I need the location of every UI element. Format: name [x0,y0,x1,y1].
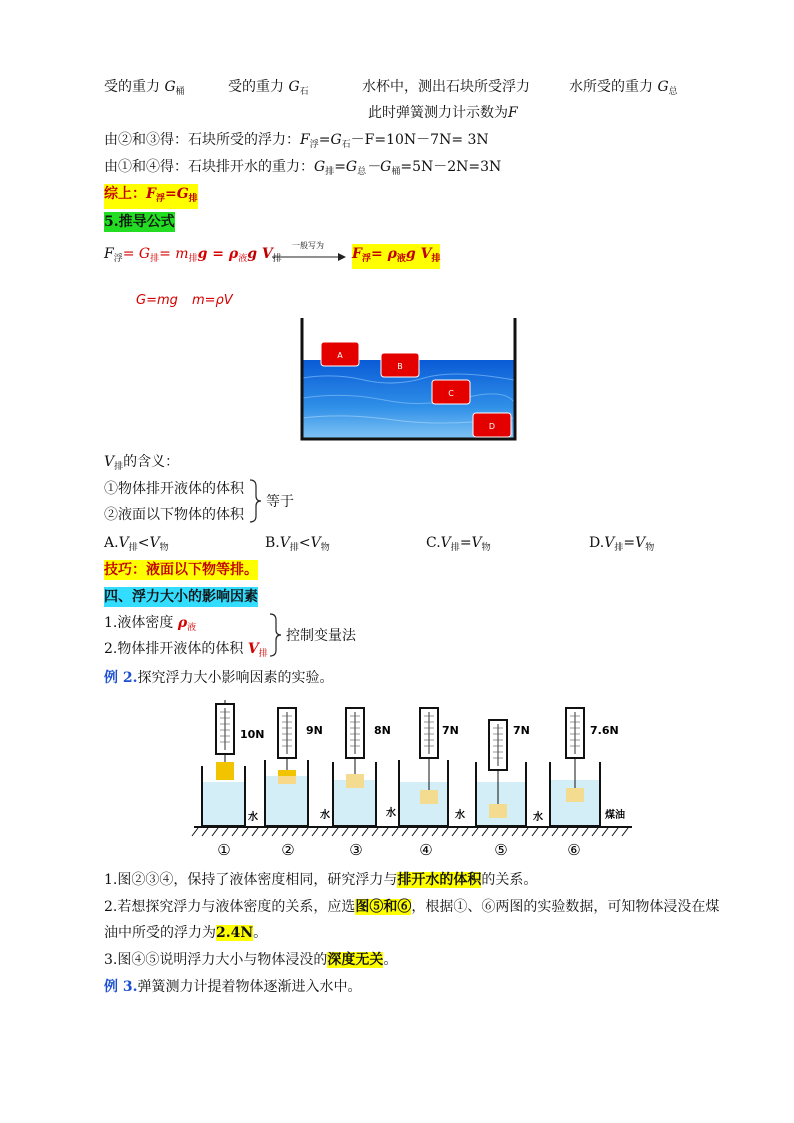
top-row-col3: 水杯中，测出石块所受浮力 [362,79,530,95]
water-tank-illustration [294,318,522,442]
section-5-heading: 5.推导公式 [104,214,175,230]
liquid-label-4: 水 [455,810,465,821]
equation-buoyancy: 由②和③得：石块所受的浮力：$F_浮=G_石-F=10N-7N= 3N$ [104,132,489,150]
reading-5: 7N [513,724,530,737]
option-d: $D.V_排=V_物$ [589,535,655,553]
brace-icon [248,478,262,524]
block-b-label: B [397,362,403,371]
top-row-col3-line2: 此时弹簧测力计示数为F [368,105,518,121]
liquid-label-1: 水 [248,812,258,823]
top-row-col1: 受的重力 $G_桶$ [104,79,185,97]
list1-item2: ②液面以下物体的体积 [104,507,244,523]
block-a-label: A [337,351,343,360]
top-row-col4: 水所受的重力 $G_总$ [569,79,678,97]
option-c: $C.V_排=V_物$ [426,535,491,553]
question-3: 3.图④⑤说明浮力大小与物体浸没的深度无关。 [104,952,398,968]
experiment-illustration [190,700,634,860]
reading-1: 10N [240,728,265,741]
list1-brace-text: 等于 [266,494,294,510]
tip-line: 技巧：液面以下物等排。 [104,562,258,578]
example-2: 例 2.探究浮力大小影响因素的实验。 [104,670,334,686]
reading-2: 9N [306,724,323,737]
brace-icon-2 [268,612,282,658]
figure-number-1: ① [217,841,231,859]
liquid-label-3: 水 [386,808,396,819]
formula-result: $F_浮= \rho_液g$ $V_排$ [352,244,440,269]
figure-number-4: ④ [419,841,433,859]
block-d-label: D [488,422,496,431]
section-4-heading: 四、浮力大小的影响因素 [104,589,258,605]
top-row-col2: 受的重力 $G_石$ [228,79,309,97]
equation-displaced-weight: 由①和④得：石块排开水的重力：$G_排=G_总-G_桶=5N-2N=3N$ [104,159,502,177]
example-3: 例 3.弹簧测力计提着物体逐渐进入水中。 [104,979,362,995]
list2-brace-text: 控制变量法 [286,628,356,644]
figure-number-6: ⑥ [567,841,581,859]
figure-number-5: ⑤ [494,841,508,859]
reading-3: 8N [374,724,391,737]
question-2-line1: 2.若想探究浮力与液体密度的关系，应选图⑤和⑥，根据①、⑥两图的实验数据，可知物体浸没在煤 [104,899,720,915]
reading-6: 7.6N [590,724,619,737]
figure-number-3: ③ [349,841,363,859]
figure-number-2: ② [281,841,295,859]
liquid-label-6: 煤油 [605,810,625,821]
arrow-label: 一般写为 [292,241,324,250]
vpai-meaning: $V_排$的含义： [104,454,180,472]
liquid-label-5: 水 [533,812,543,823]
list1-item1: ①物体排开液体的体积 [104,481,244,497]
question-1: 1.图②③④，保持了液体密度相同，研究浮力与排开水的体积的关系。 [104,872,538,888]
liquid-label-2: 水 [320,810,330,821]
option-a: $A.V_排<V_物$ [104,535,169,553]
reading-4: 7N [442,724,459,737]
block-c-label: C [448,389,454,398]
question-2-line2: 油中所受的浮力为2.4N。 [104,925,268,941]
note-g-mg: G=mg [136,293,178,308]
option-b: $B.V_排<V_物$ [265,535,330,553]
list2-item1: 1.液体密度 $\rho_液$ [104,615,197,633]
arrow-icon [272,252,346,262]
note-m-rhov: m=ρV [192,293,233,308]
formula-derivation: $F_浮= G_排= m_排g = \rho_液g$ $V_排$ [104,246,282,264]
list2-item2: 2.物体排开液体的体积 $V_排$ [104,641,268,659]
summary-line: 综上：$F_浮=G_排$ [104,184,198,209]
